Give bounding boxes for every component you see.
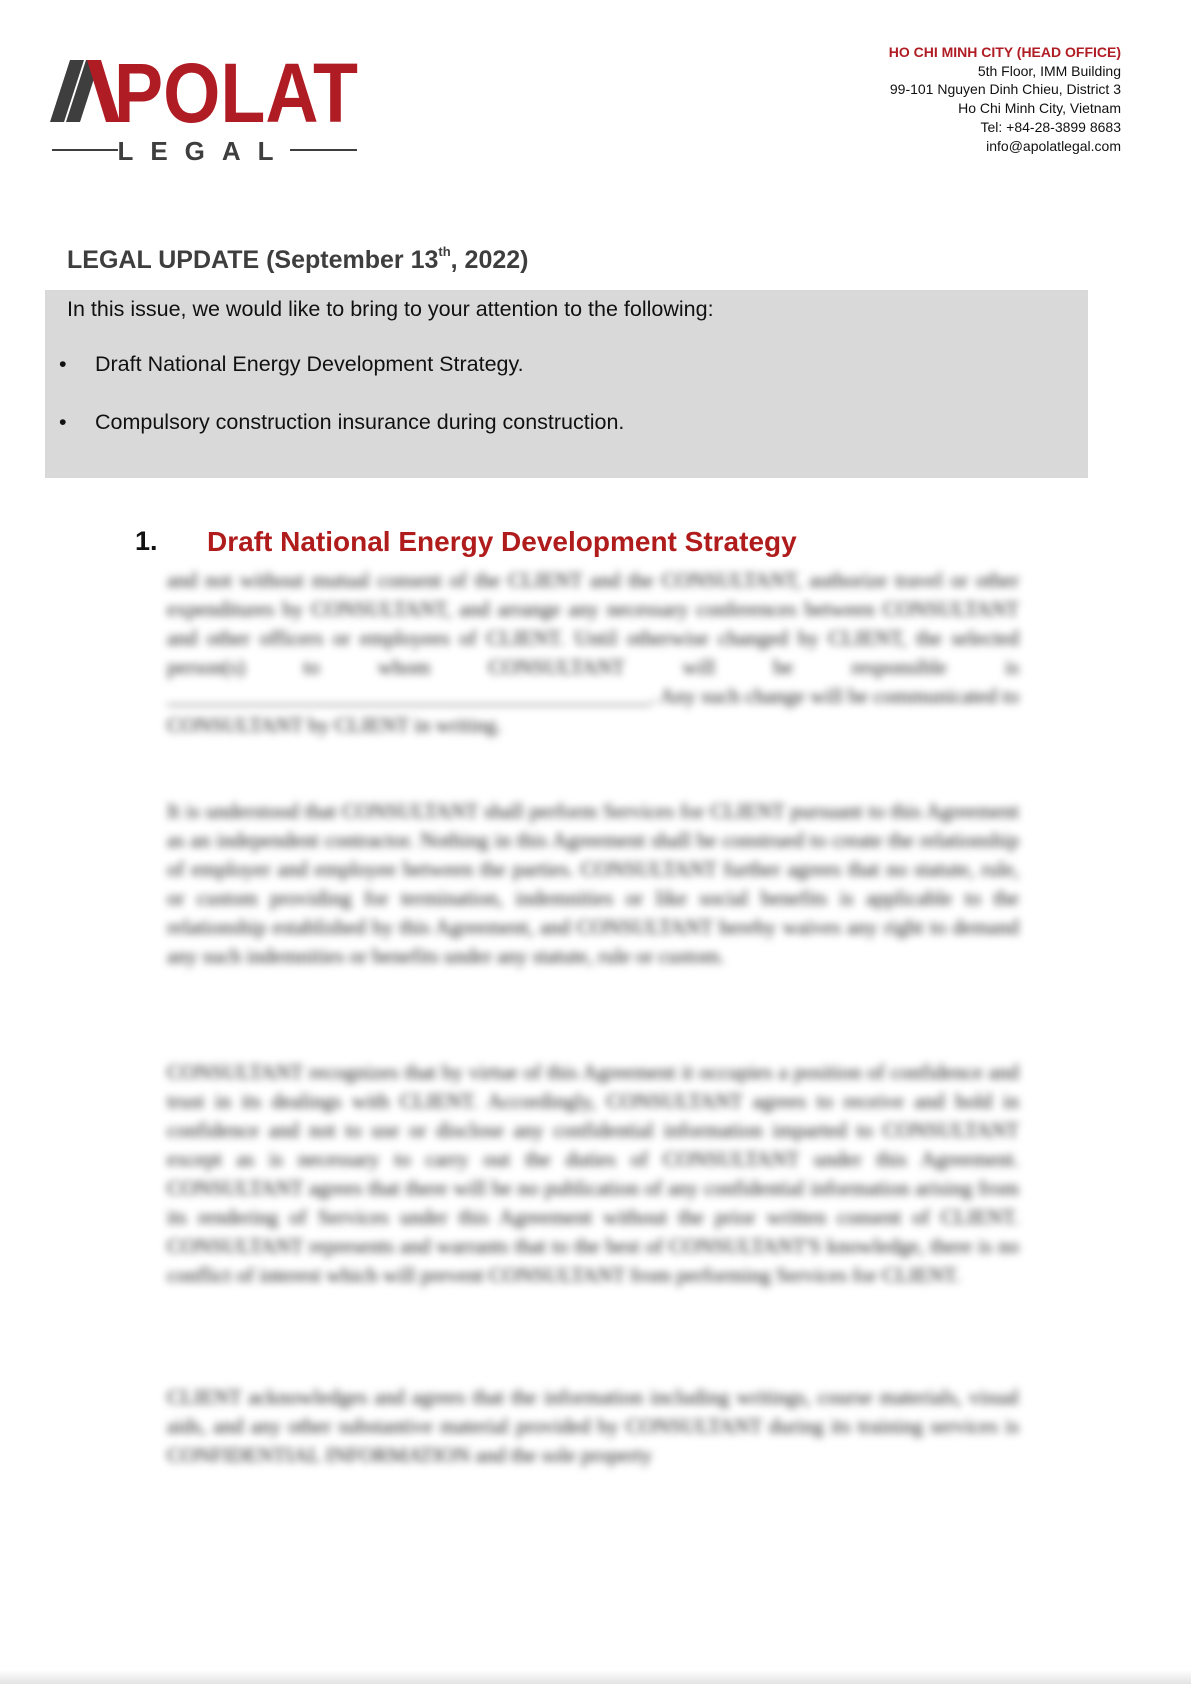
- bullet-icon: •: [59, 410, 67, 434]
- section-number: 1.: [135, 526, 158, 556]
- office-title: HO CHI MINH CITY (HEAD OFFICE): [888, 44, 1121, 60]
- title-prefix: LEGAL UPDATE (September 13: [67, 246, 439, 274]
- summary-intro: In this issue, we would like to bring to your attention to the following:: [67, 297, 714, 321]
- blurred-body-paragraph: and not without mutual consent of the CLIENT and the CONSULTANT, authorize travel or other expenditures by CONSULTANT, and arrange any necessary conferences between CONSULTANT and other officers or employees of CLIENT. Until otherwise changed by CLIENT, the selected person(s) to whom CONSULTANT will be responsible is ______________________________________________. Any such change will be communicated to CONSULTANT by CLIENT in writing.: [167, 568, 1019, 737]
- office-address-line-2: 99-101 Nguyen Dinh Chieu, District 3: [889, 81, 1121, 98]
- page-bottom-edge: [0, 1670, 1191, 1684]
- title-suffix: , 2022): [450, 246, 529, 274]
- office-phone: Tel: +84-28-3899 8683: [980, 118, 1121, 135]
- office-email[interactable]: info@apolatlegal.com: [986, 137, 1121, 154]
- apolat-legal-logo: [50, 46, 360, 166]
- issue-summary-box: [45, 290, 1088, 478]
- bullet-icon: •: [59, 352, 67, 376]
- svg-text:POLAT: POLAT: [114, 46, 358, 140]
- blurred-body-paragraph: It is understood that CONSULTANT shall perform Services for CLIENT pursuant to this Agreement as an independent contractor. Nothing in this Agreement shall be construed to create the relationship of employer and employee between the parties. CONSULTANT further agrees that no statute, rule, or custom providing for termination, indemnities or like social benefits is applicable to the relationship established by this Agreement, and CONSULTANT hereby waives any right to demand any such indemnities or benefits under any statute, rule or custom.: [167, 799, 1019, 968]
- blurred-body-paragraph: CLIENT acknowledges and agrees that the information including writings, course materials, visual aids, and any other substantive material provided by CONSULTANT during its training services is CONFIDENTIAL INFORMATION and the sole property: [167, 1385, 1019, 1467]
- office-address-line-3: Ho Chi Minh City, Vietnam: [958, 100, 1121, 117]
- title-superscript: th: [438, 243, 451, 259]
- svg-text:LEGAL: LEGAL: [117, 136, 291, 166]
- apolat-logo-mark: [50, 46, 360, 166]
- office-address-line-1: 5th Floor, IMM Building: [977, 62, 1121, 79]
- bullet-text: Draft National Energy Development Strategy.: [95, 352, 524, 376]
- bullet-text: Compulsory construction insurance during construction.: [95, 410, 625, 434]
- section-title: Draft National Energy Development Strategy: [207, 526, 797, 557]
- legal-update-title: [67, 243, 529, 275]
- head-office-contact: [889, 43, 1121, 155]
- blurred-body-paragraph: CONSULTANT recognizes that by virtue of this Agreement it occupies a position of confidence and trust in its dealings with CLIENT. Accordingly, CONSULTANT agrees to receive and hold in confidence and not to use or disclose any confidential information imparted to CONSULTANT except as is necessary to carry out the duties of CONSULTANT under this Agreement. CONSULTANT agrees that there will be no publication of any confidential information arising from its rendering of Services under this Agreement without the prior written consent of CLIENT. CONSULTANT represents and warrants that to the best of CONSULTANT'S knowledge, there is no conflict of interest which will prevent CONSULTANT from performing Services for CLIENT.: [167, 1060, 1019, 1287]
